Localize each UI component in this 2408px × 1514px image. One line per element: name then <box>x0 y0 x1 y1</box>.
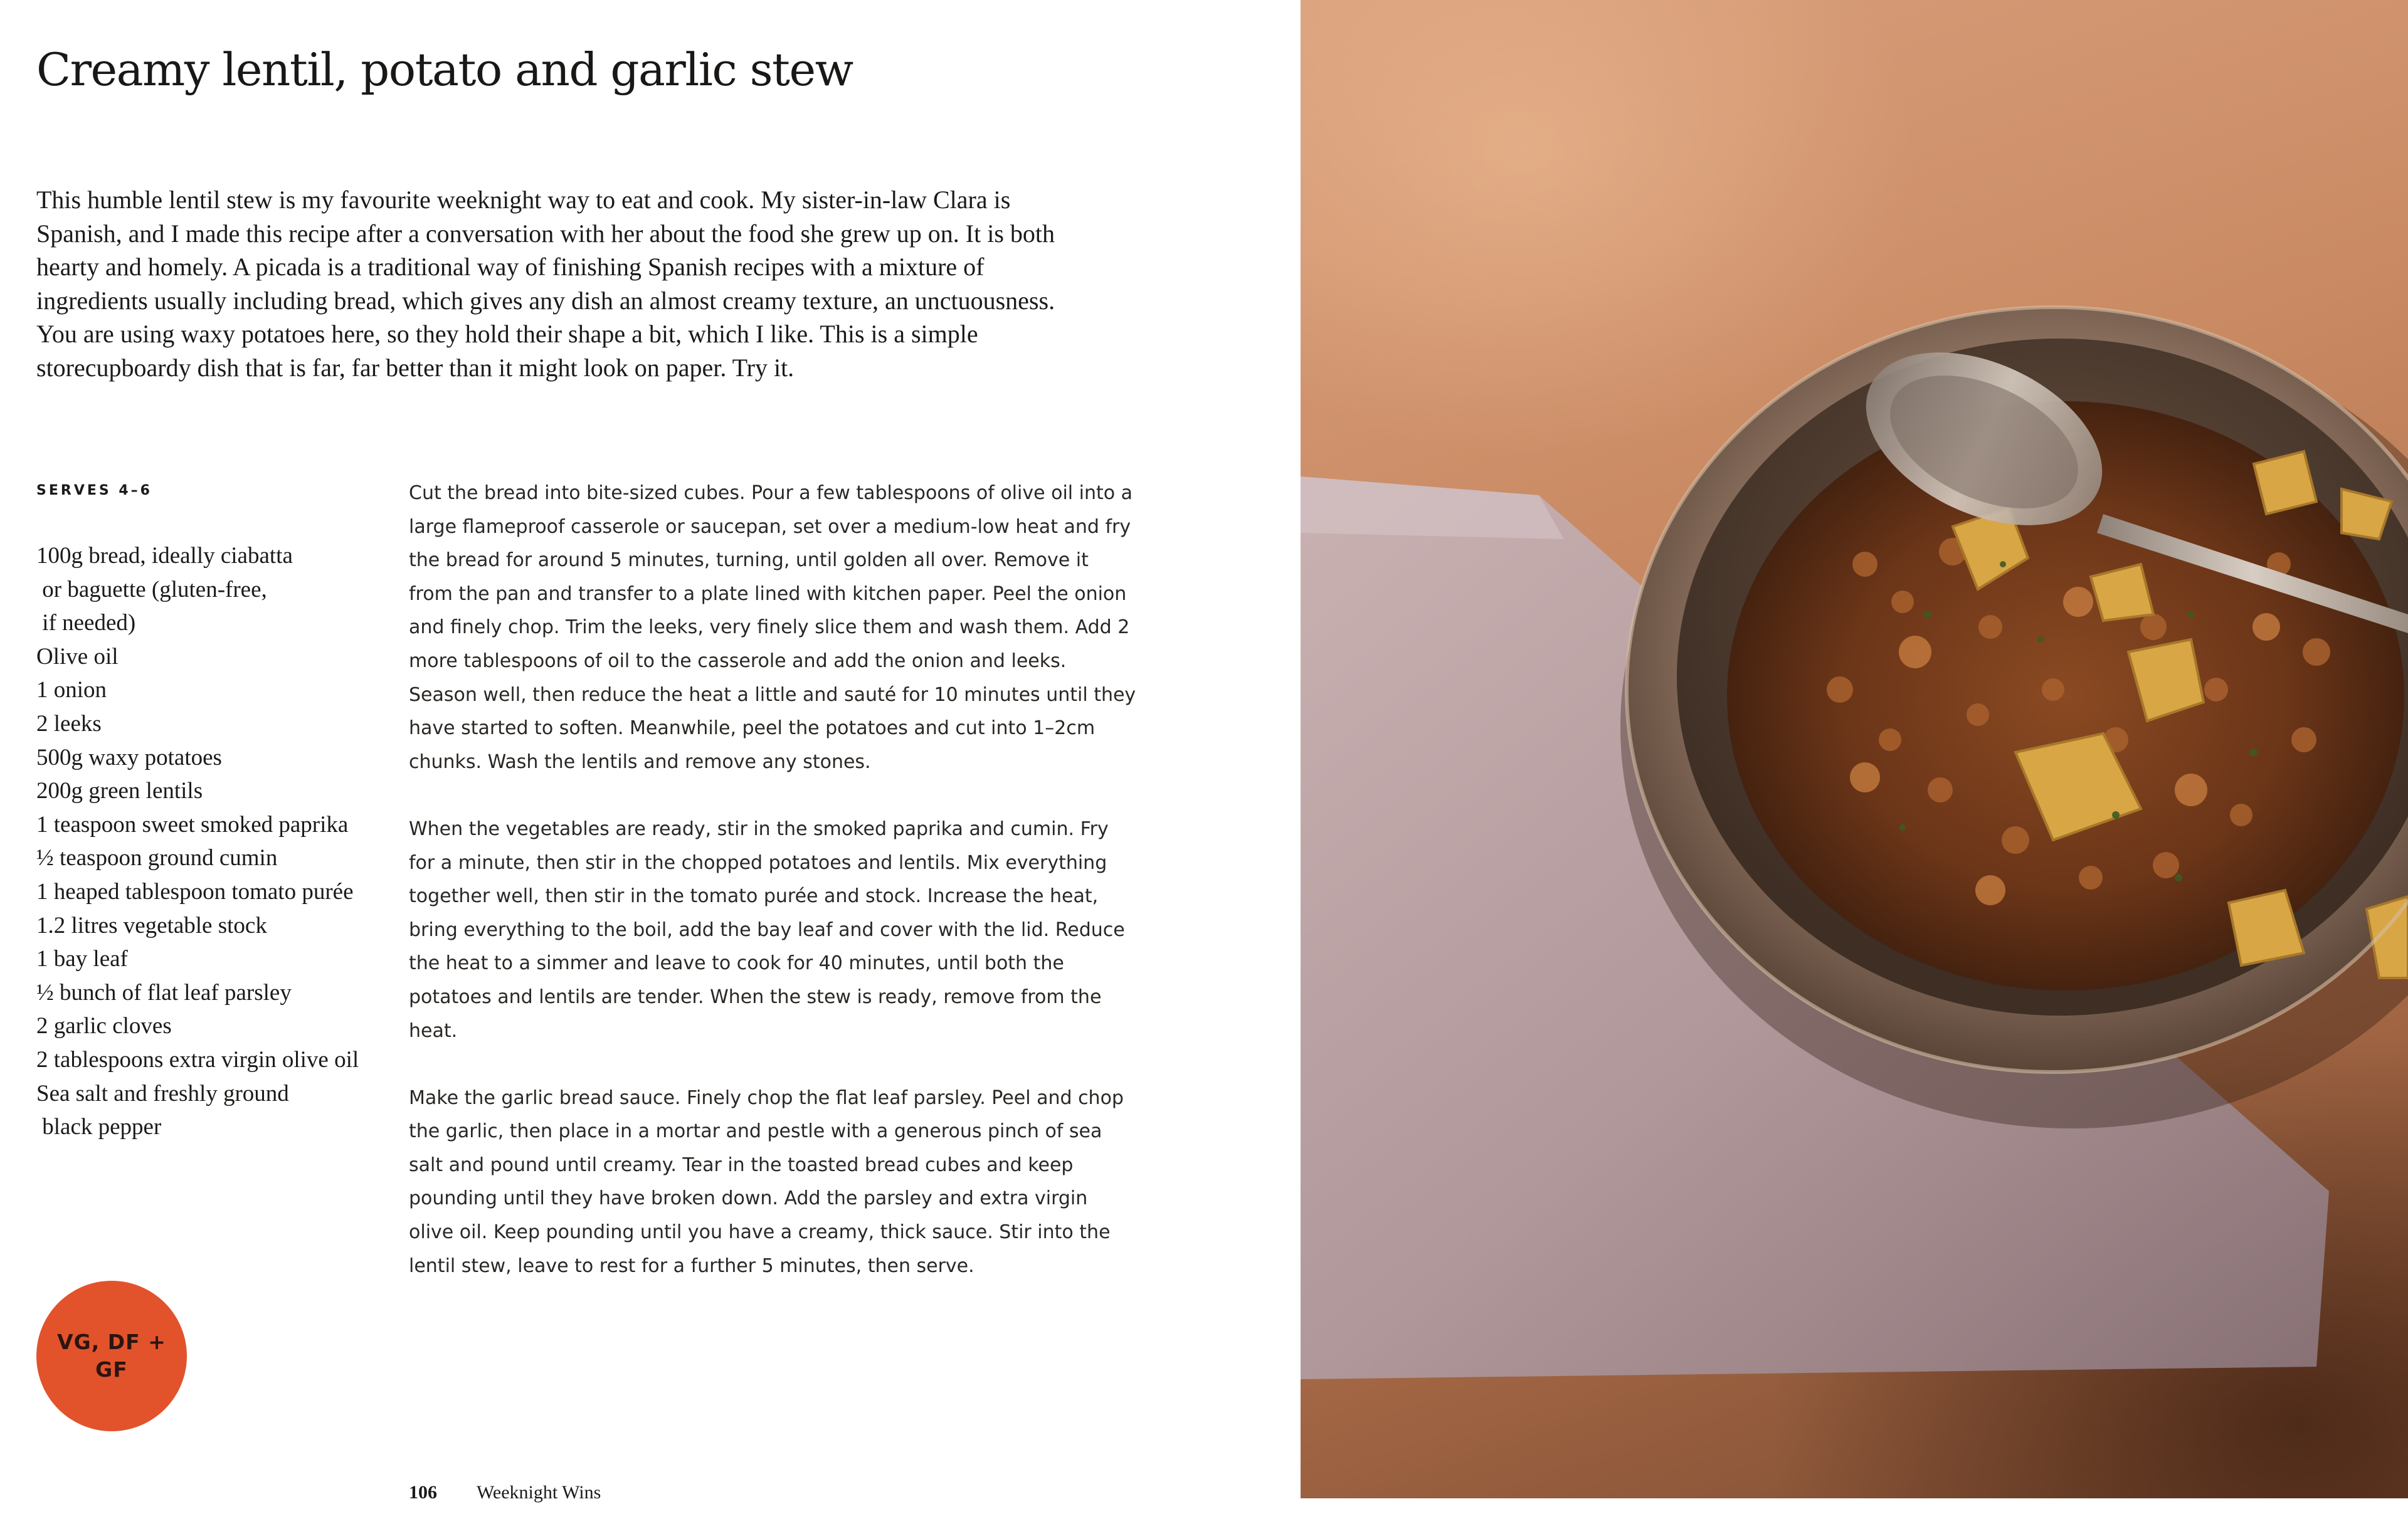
diet-badge <box>36 1281 187 1431</box>
method-text <box>409 476 1136 1317</box>
ingredient-item: 1 bay leaf <box>36 946 128 972</box>
ingredient-item: Olive oil <box>36 643 119 670</box>
ingredient-list <box>36 539 400 1144</box>
bowl-of-lentil-stew-icon <box>1301 0 2408 1498</box>
method-step: Cut the bread into bite-sized cubes. Pour a few tablespoons of olive oil into a large flameproof casserole or saucepan, set over a medium-low heat and fry the bread for around 5 minutes, turning, until golden all over. Remove it from the pan and transfer to a plate lined with kitchen paper. Peel the onion and finely chop. Trim the leeks, very finely slice them and wash them. Add 2 more tablespoons of oil to the casserole and add the onion and leeks. Season well, then reduce the heat a little and sauté for 10 minutes until they have started to soften. Meanwhile, peel the potatoes and cut into 1–2cm chunks. Wash the lentils and remove any stones. <box>409 482 1136 773</box>
ingredient-item: ½ bunch of flat leaf parsley <box>36 979 292 1006</box>
diet-badge-label: VG, DF + GF <box>57 1330 166 1382</box>
ingredient-item: 200g green lentils <box>36 778 203 804</box>
page-edge <box>1301 1498 2408 1514</box>
ingredient-item: if needed) <box>36 610 136 636</box>
page-footer <box>409 1482 601 1503</box>
ingredient-item: or baguette (gluten-free, <box>36 576 267 602</box>
ingredient-item: 1 heaped tablespoon tomato purée <box>36 878 354 905</box>
ingredient-item: 2 tablespoons extra virgin olive oil <box>36 1046 359 1073</box>
recipe-intro: This humble lentil stew is my favourite weeknight way to eat and cook. My sister-in-law Clara is Spanish, and I made this recipe after a conversation with her about the food she grew up on. It is both hearty and homely. A picada is a traditional way of finishing Spanish recipes with a mixture of ingredients usually including bread, which gives any dish an almost creamy texture, an unctuousness. You are using waxy potatoes here, so they hold their shape a bit, which I like. This is a simple storecupboardy dish that is far, far better than it might look on paper. Try it. <box>36 186 1055 382</box>
ingredient-item: Sea salt and freshly ground <box>36 1080 289 1107</box>
page-number: 106 <box>409 1482 437 1503</box>
ingredient-item: 500g waxy potatoes <box>36 744 222 770</box>
ingredient-item: ½ teaspoon ground cumin <box>36 845 278 871</box>
ingredient-item: 100g bread, ideally ciabatta <box>36 543 293 569</box>
ingredient-item: 1 onion <box>36 677 107 703</box>
ingredient-item: 2 garlic cloves <box>36 1013 172 1039</box>
method-step: Make the garlic bread sauce. Finely chop the flat leaf parsley. Peel and chop the garlic, then place in a mortar and pestle with a generous pinch of sea salt and pound until creamy. Tear in the toasted bread cubes and keep pounding until they have broken down. Add the parsley and extra virgin olive oil. Keep pounding until you have a creamy, thick sauce. Stir into the lentil stew, leave to rest for a further 5 minutes, then serve. <box>409 1086 1124 1277</box>
section-name: Weeknight Wins <box>476 1482 601 1503</box>
method-step: When the vegetables are ready, stir in the smoked paprika and cumin. Fry for a minute, then stir in the chopped potatoes and lentils. Mix everything together well, then stir in the tomato purée and stock. Increase the heat, bring everything to the boil, add the bay leaf and cover with the lid. Reduce the heat to a simmer and leave to cook for 40 minutes, until both the potatoes and lentils are tender. When the stew is ready, remove from the heat. <box>409 817 1125 1042</box>
ingredient-item: 1 teaspoon sweet smoked paprika <box>36 811 349 838</box>
ingredient-item: 2 leeks <box>36 710 102 737</box>
ingredient-item: 1.2 litres vegetable stock <box>36 912 267 938</box>
recipe-title: Creamy lentil, potato and garlic stew <box>36 43 853 96</box>
serves-label: SERVES 4–6 <box>36 483 152 498</box>
ingredient-item: black pepper <box>36 1114 162 1140</box>
stew-photo <box>1301 0 2408 1498</box>
